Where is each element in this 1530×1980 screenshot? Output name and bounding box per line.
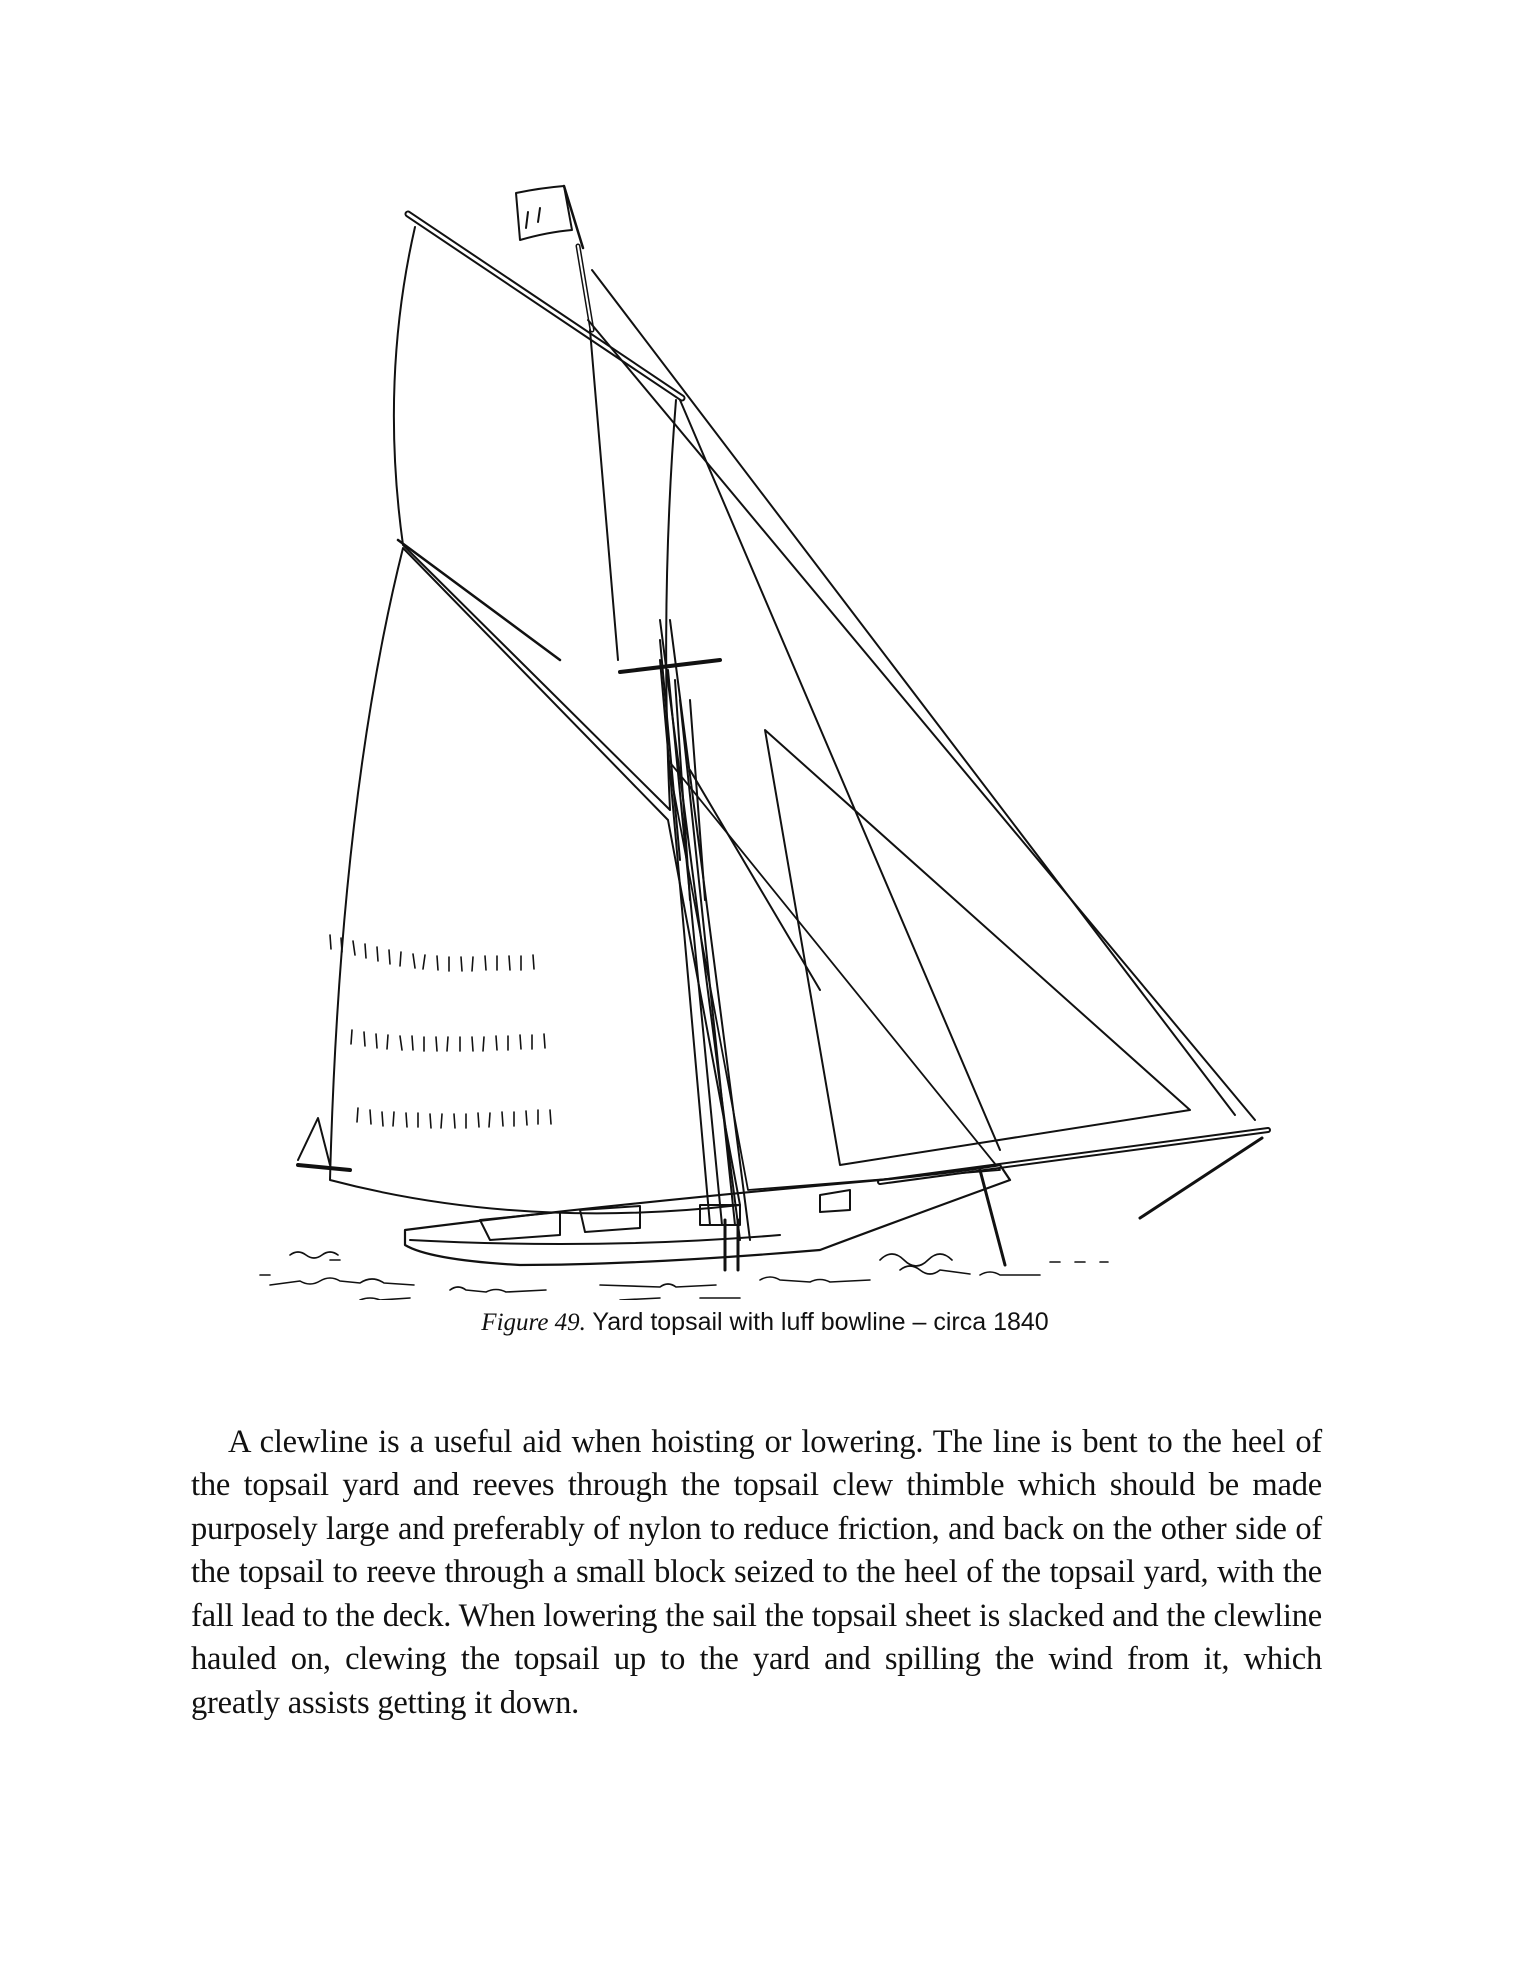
sailboat-illustration (250, 170, 1280, 1300)
figure-label: Figure 49. (481, 1309, 586, 1336)
figure-caption (0, 1308, 1530, 1337)
figure-caption-text: Yard topsail with luff bowline – circa 1840 (585, 1308, 1049, 1336)
body-paragraph: A clewline is a useful aid when hoisting or lowering. The line is bent to the heel of the topsail yard and reeves through the topsail clew thimble which should be made purposely large and preferably of nylon to reduce friction, and back on the other side of the topsail to reeve through a small block seized to the heel of the topsail yard, with the fall lead to the deck. When lowering the sail the topsail sheet is slacked and the clewline hauled on, clewing the topsail up to the yard and spilling the wind from it, which greatly assists getting it down. (191, 1423, 1322, 1721)
flag-icon (516, 186, 583, 248)
